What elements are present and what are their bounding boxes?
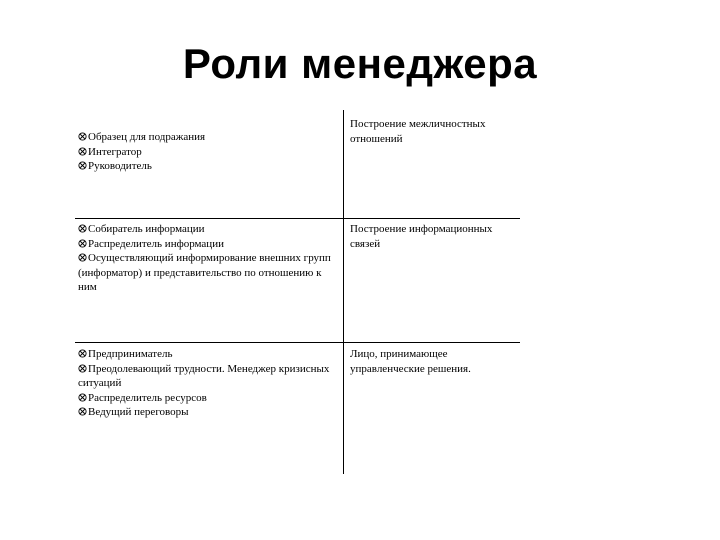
bullet-icon	[78, 161, 87, 170]
bullet-icon	[78, 132, 87, 141]
bullet-icon	[78, 393, 87, 402]
list-item	[78, 237, 333, 252]
category-informational: Построение информационных связей	[350, 223, 493, 250]
role-text: Руководитель	[88, 160, 152, 172]
list-item	[78, 159, 333, 174]
horizontal-divider-2	[75, 342, 520, 343]
roles-list-decisional	[78, 347, 333, 420]
bullet-icon	[78, 239, 87, 248]
bullet-icon	[78, 147, 87, 156]
role-text: Интегратор	[88, 145, 142, 158]
category-decisional: Лицо, принимающее управленческие решения.	[350, 348, 471, 375]
role-text: Преодолевающий трудности. Менеджер кризисных ситуаций	[78, 362, 330, 389]
list-item	[78, 405, 333, 420]
list-item	[78, 130, 333, 145]
roles-list-interpersonal	[78, 130, 333, 174]
horizontal-divider-1	[75, 218, 520, 219]
list-item	[78, 222, 333, 237]
role-text: Собиратель информации	[88, 223, 205, 235]
bullet-icon	[78, 253, 87, 262]
page-title: Роли менеджера	[182, 40, 538, 87]
list-item	[78, 362, 333, 391]
role-text: Ведущий переговоры	[88, 406, 189, 418]
list-item	[78, 347, 333, 362]
role-text: Распределитель ресурсов	[88, 391, 207, 404]
vertical-divider	[343, 110, 344, 474]
bullet-icon	[78, 224, 87, 233]
bullet-icon	[78, 407, 87, 416]
list-item	[78, 145, 333, 160]
role-text: Предприниматель	[88, 348, 173, 360]
role-text: Осуществляющий информирование внешних групп (информатор) и представительство по отношению к ним	[78, 252, 331, 293]
bullet-icon	[78, 349, 87, 358]
bullet-icon	[78, 364, 87, 373]
roles-list-informational	[78, 222, 333, 295]
list-item	[78, 251, 333, 295]
category-interpersonal: Построение межличностных отношений	[350, 118, 486, 145]
role-text: Распределитель информации	[88, 237, 224, 250]
list-item	[78, 391, 333, 406]
role-text: Образец для подражания	[88, 131, 206, 143]
